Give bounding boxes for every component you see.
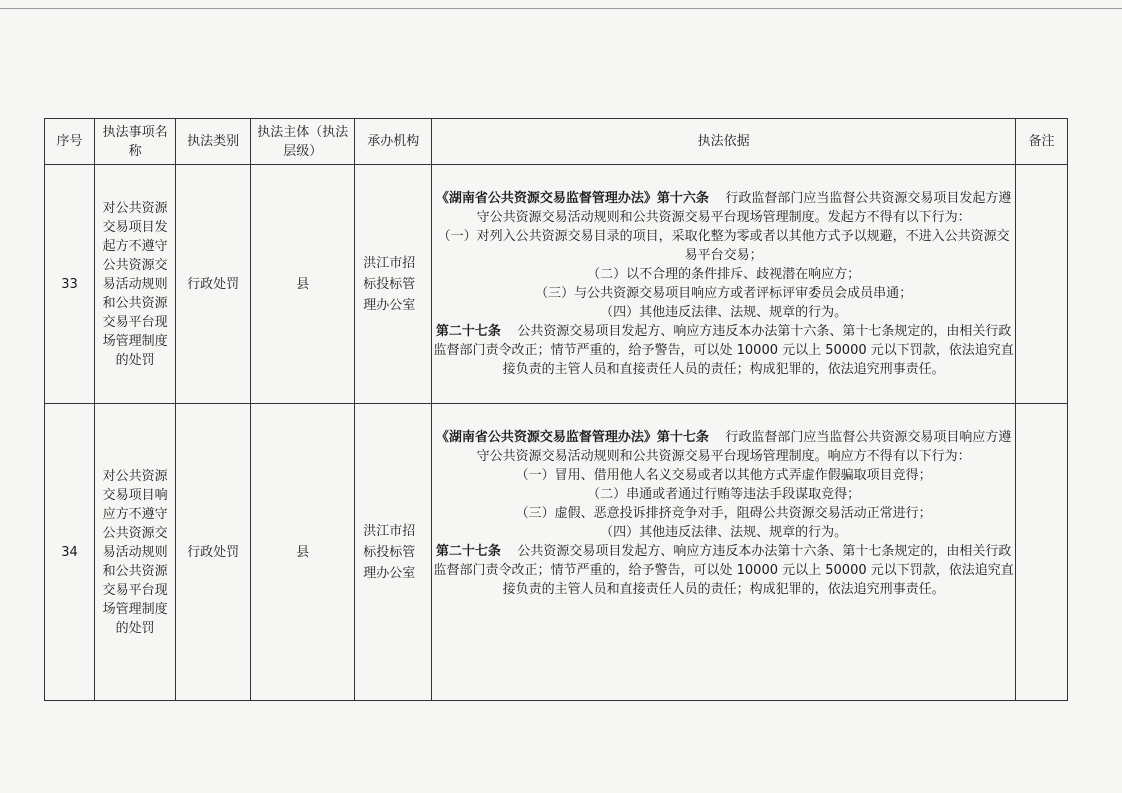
row-seq: 33	[45, 165, 95, 404]
header-basis: 执法依据	[432, 119, 1016, 165]
header-type: 执法类别	[176, 119, 251, 165]
basis-law-title: 《湖南省公共资源交易监督管理办法》第十七条	[435, 430, 709, 445]
row-subject: 县	[251, 165, 355, 404]
header-subject: 执法主体（执法层级）	[251, 119, 355, 165]
basis-clause: （四）其他违反法律、法规、规章的行为。	[600, 525, 848, 540]
row-org: 洪江市招标投标管理办公室	[355, 404, 432, 701]
basis-penalty: 公共资源交易项目发起方、响应方违反本办法第十六条、第十七条规定的，由相关行政监督部门责令改正；情节严重的，给予警告，可以处 10000 元以上 50000 元以下罚款，依法追究直接负责的主管人员和直接责任人员的责任；构成犯罪的，依法追究刑事责任。	[433, 544, 1014, 597]
basis-clause: （三）与公共资源交易项目响应方或者评标评审委员会成员串通；	[535, 286, 913, 301]
basis-clause: （一）冒用、借用他人名义交易或者以其他方式弄虚作假骗取项目竞得；	[515, 468, 932, 483]
row-type: 行政处罚	[176, 165, 251, 404]
row-type: 行政处罚	[176, 404, 251, 701]
table-header-row	[45, 119, 1068, 165]
row-org: 洪江市招标投标管理办公室	[355, 165, 432, 404]
basis-penalty-title: 第二十七条	[435, 544, 501, 559]
header-item: 执法事项名称	[95, 119, 176, 165]
basis-intro: 行政监督部门应当监督公共资源交易项目响应方遵守公共资源交易活动规则和公共资源交易平台现场管理制度。响应方不得有以下行为：	[476, 430, 1012, 464]
row-seq: 34	[45, 404, 95, 701]
basis-clause: （四）其他违反法律、法规、规章的行为。	[600, 305, 848, 320]
basis-clause: （三）虚假、恶意投诉排挤竞争对手，阻碍公共资源交易活动正常进行；	[515, 506, 932, 521]
basis-clause: （二）以不合理的条件排斥、歧视潜在响应方；	[587, 267, 861, 282]
header-note: 备注	[1015, 119, 1067, 165]
row-note	[1015, 165, 1067, 404]
basis-penalty: 公共资源交易项目发起方、响应方违反本办法第十六条、第十七条规定的，由相关行政监督部门责令改正；情节严重的，给予警告，可以处 10000 元以上 50000 元以下罚款，依法追究直接负责的主管人员和直接责任人员的责任；构成犯罪的，依法追究刑事责任。	[433, 324, 1014, 377]
basis-penalty-title: 第二十七条	[435, 324, 501, 339]
law-enforcement-table	[44, 118, 1068, 701]
table-row	[45, 404, 1068, 701]
basis-law-title: 《湖南省公共资源交易监督管理办法》第十六条	[435, 191, 709, 206]
basis-clause: （一）对列入公共资源交易目录的项目，采取化整为零或者以其他方式予以规避，不进入公共资源交易平台交易；	[437, 229, 1010, 263]
table-row	[45, 165, 1068, 404]
row-item-name: 对公共资源交易项目响应方不遵守公共资源交易活动规则和公共资源交易平台现场管理制度的处罚	[95, 404, 176, 701]
scan-edge-line	[0, 8, 1122, 9]
row-basis	[432, 404, 1016, 701]
basis-intro: 行政监督部门应当监督公共资源交易项目发起方遵守公共资源交易活动规则和公共资源交易平台现场管理制度。发起方不得有以下行为：	[476, 191, 1012, 225]
row-note	[1015, 404, 1067, 701]
basis-clause: （二）串通或者通过行贿等违法手段谋取竞得；	[587, 487, 861, 502]
header-seq: 序号	[45, 119, 95, 165]
row-subject: 县	[251, 404, 355, 701]
row-item-name: 对公共资源交易项目发起方不遵守公共资源交易活动规则和公共资源交易平台现场管理制度的处罚	[95, 165, 176, 404]
header-org: 承办机构	[355, 119, 432, 165]
row-basis	[432, 165, 1016, 404]
